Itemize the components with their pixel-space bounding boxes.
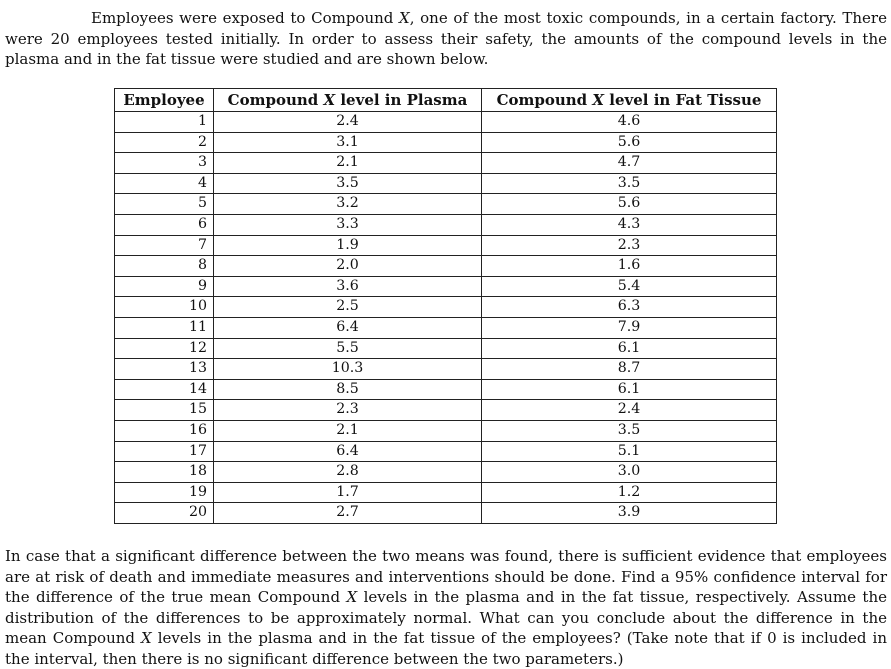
cell-plasma: 10.3 xyxy=(214,359,482,380)
header-fat-var: X xyxy=(592,91,605,109)
header-plasma-pre: Compound xyxy=(227,91,324,109)
cell-employee: 3 xyxy=(115,153,214,174)
cell-employee: 5 xyxy=(115,194,214,215)
cell-fat: 1.6 xyxy=(482,256,777,277)
cell-plasma: 3.2 xyxy=(214,194,482,215)
table-row xyxy=(115,441,777,462)
cell-employee: 1 xyxy=(115,112,214,133)
header-plasma-post: level in Plasma xyxy=(335,91,468,109)
header-plasma xyxy=(214,89,482,112)
table-row xyxy=(115,235,777,256)
cell-plasma: 3.5 xyxy=(214,173,482,194)
cell-fat: 5.6 xyxy=(482,132,777,153)
table-row xyxy=(115,317,777,338)
question-text-2: levels in the plasma and in the fat tissue, respectively. Assume the distribution of the differences to be approximately normal. What can you conclude about the difference in the mean Compound xyxy=(5,588,887,647)
cell-plasma: 2.4 xyxy=(214,112,482,133)
cell-plasma: 3.3 xyxy=(214,214,482,235)
cell-fat: 3.5 xyxy=(482,420,777,441)
cell-employee: 13 xyxy=(115,359,214,380)
cell-plasma: 2.0 xyxy=(214,256,482,277)
compound-data-table xyxy=(114,88,777,524)
cell-fat: 4.6 xyxy=(482,112,777,133)
cell-employee: 10 xyxy=(115,297,214,318)
header-fat-pre: Compound xyxy=(496,91,593,109)
cell-fat: 6.1 xyxy=(482,379,777,400)
table-row xyxy=(115,256,777,277)
table-row xyxy=(115,482,777,503)
cell-fat: 5.4 xyxy=(482,276,777,297)
cell-fat: 4.3 xyxy=(482,214,777,235)
question-text-1: In case that a significant difference between the two means was found, there is sufficient evidence that employees are at risk of death and immediate measures and interventions should be done. Find a 95% confidence interval for the difference of the true mean Compound xyxy=(5,547,887,606)
table-row xyxy=(115,338,777,359)
cell-plasma: 2.1 xyxy=(214,153,482,174)
table-row xyxy=(115,153,777,174)
question-text-3: levels in the plasma and in the fat tissue of the employees? (Take note that if 0 is included in the interval, then there is no significant difference between the two parameters.) xyxy=(5,629,888,668)
cell-plasma: 2.5 xyxy=(214,297,482,318)
table-row xyxy=(115,503,777,524)
cell-fat: 2.4 xyxy=(482,400,777,421)
cell-plasma: 1.9 xyxy=(214,235,482,256)
cell-fat: 1.2 xyxy=(482,482,777,503)
cell-employee: 14 xyxy=(115,379,214,400)
cell-plasma: 5.5 xyxy=(214,338,482,359)
cell-plasma: 2.1 xyxy=(214,420,482,441)
cell-employee: 6 xyxy=(115,214,214,235)
cell-employee: 11 xyxy=(115,317,214,338)
table-row xyxy=(115,359,777,380)
intro-text-1: Employees were exposed to Compound xyxy=(91,9,400,27)
cell-plasma: 2.3 xyxy=(214,400,482,421)
table-row xyxy=(115,132,777,153)
header-fat xyxy=(482,89,777,112)
cell-employee: 8 xyxy=(115,256,214,277)
header-fat-post: level in Fat Tissue xyxy=(604,91,762,109)
cell-employee: 17 xyxy=(115,441,214,462)
cell-employee: 9 xyxy=(115,276,214,297)
question-variable-2: X xyxy=(141,629,152,647)
cell-plasma: 2.7 xyxy=(214,503,482,524)
header-plasma-var: X xyxy=(323,91,336,109)
table-row xyxy=(115,194,777,215)
cell-fat: 3.5 xyxy=(482,173,777,194)
table-row xyxy=(115,214,777,235)
table-row xyxy=(115,112,777,133)
cell-fat: 2.3 xyxy=(482,235,777,256)
cell-plasma: 6.4 xyxy=(214,441,482,462)
cell-plasma: 6.4 xyxy=(214,317,482,338)
cell-fat: 7.9 xyxy=(482,317,777,338)
cell-employee: 15 xyxy=(115,400,214,421)
table-row xyxy=(115,276,777,297)
cell-employee: 20 xyxy=(115,503,214,524)
intro-paragraph xyxy=(5,8,887,70)
question-paragraph xyxy=(5,546,887,669)
header-employee: Employee xyxy=(115,89,214,112)
table-row xyxy=(115,173,777,194)
table-row xyxy=(115,462,777,483)
cell-fat: 3.0 xyxy=(482,462,777,483)
cell-fat: 5.1 xyxy=(482,441,777,462)
cell-fat: 3.9 xyxy=(482,503,777,524)
table-header-row xyxy=(115,89,777,112)
cell-employee: 18 xyxy=(115,462,214,483)
table-row xyxy=(115,379,777,400)
cell-plasma: 8.5 xyxy=(214,379,482,400)
cell-employee: 2 xyxy=(115,132,214,153)
cell-plasma: 1.7 xyxy=(214,482,482,503)
table-row xyxy=(115,420,777,441)
cell-employee: 19 xyxy=(115,482,214,503)
cell-plasma: 3.6 xyxy=(214,276,482,297)
cell-fat: 6.3 xyxy=(482,297,777,318)
cell-plasma: 2.8 xyxy=(214,462,482,483)
intro-text-2: , one of the most toxic compounds, in a certain factory. There were 20 employees tested initially. In order to assess their safety, the amounts of the compound levels in the plasma and in the fat tissue were studied and are shown below. xyxy=(5,9,887,68)
cell-fat: 5.6 xyxy=(482,194,777,215)
table-row xyxy=(115,400,777,421)
cell-employee: 12 xyxy=(115,338,214,359)
cell-employee: 7 xyxy=(115,235,214,256)
cell-fat: 4.7 xyxy=(482,153,777,174)
cell-employee: 16 xyxy=(115,420,214,441)
cell-plasma: 3.1 xyxy=(214,132,482,153)
cell-employee: 4 xyxy=(115,173,214,194)
table-row xyxy=(115,297,777,318)
cell-fat: 6.1 xyxy=(482,338,777,359)
intro-variable: X xyxy=(399,9,410,27)
question-variable-1: X xyxy=(346,588,358,606)
table-body xyxy=(115,112,777,524)
cell-fat: 8.7 xyxy=(482,359,777,380)
